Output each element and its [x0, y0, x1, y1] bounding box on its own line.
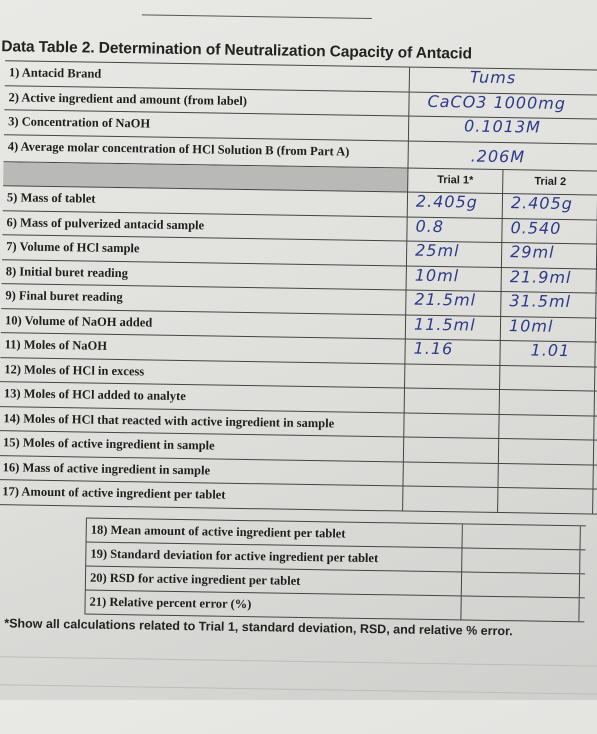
trial-1-cell[interactable] — [404, 413, 499, 438]
writing-line — [0, 656, 597, 666]
row-label: 17) Amount of active ingredient per tablet — [0, 480, 403, 510]
trial-1-cell[interactable] — [405, 389, 500, 414]
trial-2-cell[interactable]: 31.5ml — [501, 292, 596, 317]
trial-2-cell[interactable]: 1.01 — [500, 341, 595, 366]
trial-1-cell[interactable] — [404, 438, 499, 463]
trial-1-cell[interactable]: 21.5ml — [406, 291, 501, 316]
trial-1-cell[interactable]: 1.16 — [405, 340, 500, 365]
row-label: 4) Average molar concentration of HCl Solution B (from Part A) — [4, 135, 409, 167]
summary-cell[interactable] — [462, 572, 580, 597]
row-label: 7) Volume of HCl sample — [2, 235, 407, 265]
trial-1-cell[interactable]: 0.8 — [407, 217, 502, 242]
row-label: 11) Moles of NaOH — [0, 333, 405, 363]
trial-2-cell[interactable] — [500, 366, 595, 391]
row-value[interactable]: Tums — [410, 68, 597, 94]
trial-1-cell[interactable]: 11.5ml — [406, 315, 501, 340]
trial-1-cell[interactable] — [403, 487, 498, 512]
trial-2-cell[interactable] — [498, 488, 593, 513]
row-label: 13) Moles of HCl added to analyte — [0, 382, 405, 412]
summary-cell[interactable] — [463, 524, 581, 549]
row-label: 16) Mass of active ingredient in sample — [0, 456, 404, 486]
row-label: 20) RSD for active ingredient per tablet — [85, 567, 462, 596]
row-label: 10) Volume of NaOH added — [1, 309, 406, 339]
row-value[interactable]: 0.1013M — [409, 117, 597, 143]
top-rule — [142, 14, 372, 19]
trial-2-cell[interactable]: 29ml — [502, 243, 597, 268]
row-label: 9) Final buret reading — [1, 284, 406, 314]
row-label: 8) Initial buret reading — [2, 260, 407, 290]
row-label: 5) Mass of tablet — [3, 186, 408, 216]
row-label: 21) Relative percent error (%) — [84, 591, 461, 620]
trial-2-cell[interactable]: 21.9ml — [502, 268, 597, 293]
row-label: 12) Moles of HCl in excess — [0, 358, 405, 388]
writing-line — [0, 684, 597, 694]
trial-2-cell[interactable] — [499, 415, 594, 440]
trial-1-cell[interactable]: 25ml — [407, 242, 502, 267]
trial-2-cell[interactable]: 0.540 — [502, 219, 597, 244]
trial-2-header: Trial 2 — [503, 170, 597, 195]
trial-1-cell[interactable]: 2.405g — [408, 193, 503, 218]
row-label: 6) Mass of pulverized antacid sample — [2, 211, 407, 241]
page-title: Data Table 2. Determination of Neutralization Capacity of Antacid — [1, 38, 473, 63]
summary-cell[interactable] — [462, 548, 580, 573]
data-table — [0, 60, 597, 514]
trial-1-cell[interactable]: 10ml — [407, 266, 502, 291]
row-label: 3) Concentration of NaOH — [4, 110, 409, 140]
summary-table — [84, 518, 585, 623]
row-value[interactable]: .206M — [408, 141, 597, 170]
summary-cell[interactable] — [461, 596, 579, 621]
row-label: 14) Moles of HCl that reacted with active ingredient in sample — [0, 407, 405, 437]
row-value[interactable]: CaCO3 1000mg — [409, 92, 597, 118]
trial-2-cell[interactable] — [500, 390, 595, 415]
trial-1-cell[interactable] — [403, 462, 498, 487]
worksheet — [0, 4, 597, 734]
row-label: 2) Active ingredient and amount (from label) — [4, 86, 409, 116]
trial-2-cell[interactable]: 2.405g — [503, 194, 597, 219]
row-label: 19) Standard deviation for active ingredient per tablet — [85, 543, 462, 572]
trial-2-cell[interactable]: 10ml — [501, 317, 596, 342]
row-label: 15) Moles of active ingredient in sample — [0, 431, 404, 461]
row-label: 18) Mean amount of active ingredient per tablet — [86, 519, 463, 548]
calculation-note: *Show all calculations related to Trial 1, standard deviation, RSD, and relative % error. — [4, 616, 513, 639]
trial-2-cell[interactable] — [499, 439, 594, 464]
trial-2-cell[interactable] — [498, 464, 593, 489]
row-label: 1) Antacid Brand — [5, 61, 410, 91]
trial-1-header: Trial 1* — [408, 168, 503, 193]
trial-1-cell[interactable] — [405, 364, 500, 389]
